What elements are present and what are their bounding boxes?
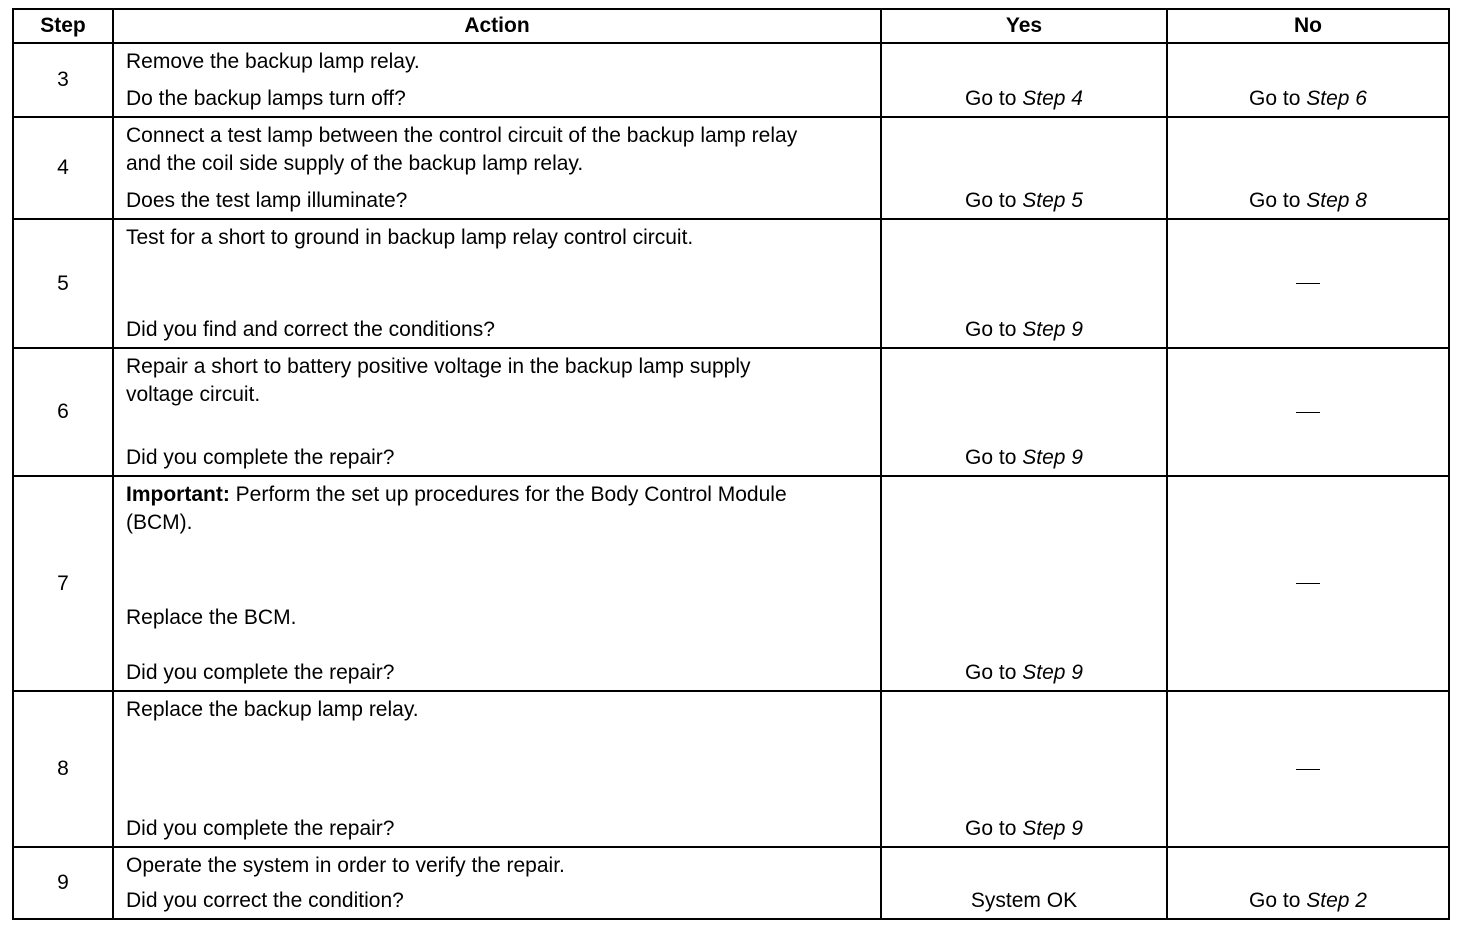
action-question: Did you correct the condition?	[126, 889, 404, 912]
action-text: Connect a test lamp between the control circuit of the backup lamp relay and the coil side supply of the backup lamp relay.	[126, 124, 798, 175]
no-result-dash	[1168, 349, 1448, 475]
table-row	[13, 117, 1449, 219]
action-text: Replace the BCM.	[126, 606, 297, 629]
header-row	[13, 9, 1449, 43]
step-number: 9	[13, 847, 113, 919]
step-number: 4	[13, 117, 113, 219]
action-question: Do the backup lamps turn off?	[126, 87, 406, 110]
step-number: 6	[13, 348, 113, 476]
table-row	[13, 348, 1449, 476]
table-row	[13, 476, 1449, 691]
no-result: Go to Step 6	[1249, 87, 1367, 110]
header-no: No	[1167, 9, 1449, 43]
yes-result: Go to Step 9	[965, 817, 1083, 840]
table-row	[13, 691, 1449, 847]
action-question: Did you complete the repair?	[126, 817, 395, 840]
diagnostic-table	[12, 8, 1450, 920]
action-text: Repair a short to battery positive voltage in the backup lamp supply voltage circuit.	[126, 355, 751, 406]
step-number: 8	[13, 691, 113, 847]
yes-result: Go to Step 4	[965, 87, 1083, 110]
yes-result: Go to Step 5	[965, 189, 1083, 212]
step-number: 3	[13, 43, 113, 117]
table-row	[13, 43, 1449, 117]
no-result-dash	[1168, 692, 1448, 846]
action-text: Test for a short to ground in backup lamp relay control circuit.	[126, 226, 694, 249]
action-text: Remove the backup lamp relay.	[126, 50, 420, 73]
important-label: Important:	[126, 483, 230, 506]
no-result: Go to Step 8	[1249, 189, 1367, 212]
yes-result: Go to Step 9	[965, 446, 1083, 469]
yes-result: Go to Step 9	[965, 661, 1083, 684]
yes-result: Go to Step 9	[965, 318, 1083, 341]
step-number: 5	[13, 219, 113, 348]
action-text: Important: Perform the set up procedures for the Body Control Module (BCM).	[126, 483, 787, 534]
action-question: Does the test lamp illuminate?	[126, 189, 408, 212]
action-text: Replace the backup lamp relay.	[126, 698, 419, 721]
action-question: Did you complete the repair?	[126, 661, 395, 684]
action-question: Did you complete the repair?	[126, 446, 395, 469]
yes-result: System OK	[970, 889, 1078, 912]
table-row	[13, 219, 1449, 348]
no-result: Go to Step 2	[1249, 889, 1367, 912]
table-row	[13, 847, 1449, 919]
header-yes: Yes	[881, 9, 1167, 43]
header-action: Action	[113, 9, 881, 43]
no-result-dash	[1168, 477, 1448, 690]
action-text: Operate the system in order to verify the repair.	[126, 854, 565, 877]
no-result-dash	[1168, 220, 1448, 347]
step-number: 7	[13, 476, 113, 691]
action-question: Did you find and correct the conditions?	[126, 318, 495, 341]
header-step: Step	[13, 9, 113, 43]
